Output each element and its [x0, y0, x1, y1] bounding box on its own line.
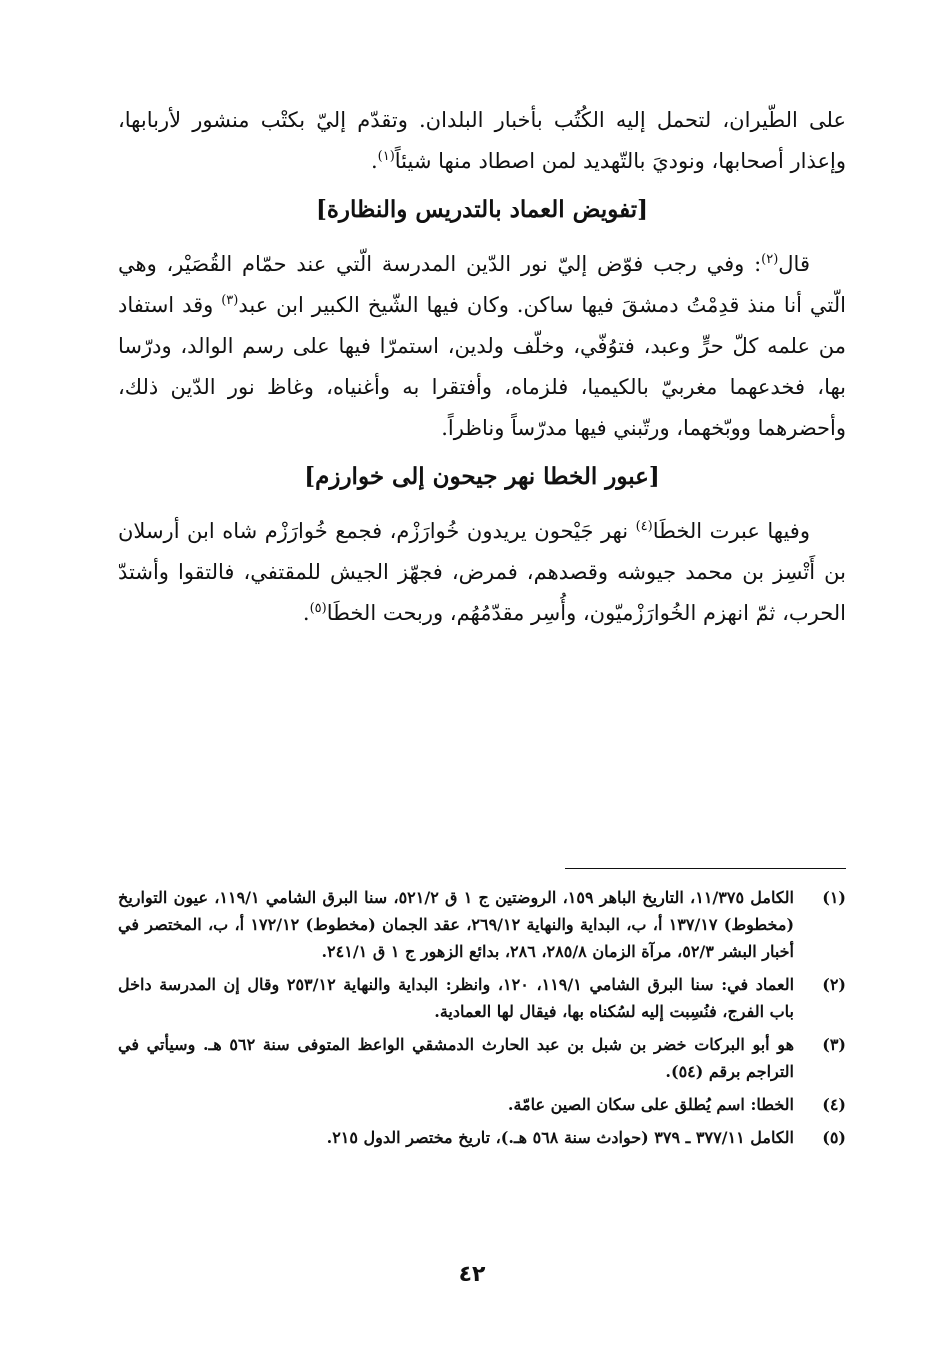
- footnote-text: هو أبو البركات خضر بن شبل بن عبد الحارث الدمشقي الواعظ المتوفى سنة ٥٦٢ هـ. وسيأتي في التراجم برقم (٥٤).: [118, 1035, 795, 1081]
- footnote-item: [118, 884, 846, 965]
- footnote-ref-3[interactable]: (٣): [221, 293, 239, 308]
- paragraph-3: وفيها عبرت الخطَا$^{(٤)}$ نهر جَيْحون يريدون خُوارَزْم، فجمع خُوارَزْم شاه ابن أرسلان بن أَتْسِز بن محمد جيوشه وقصدهم، فمرض، فجهّز الجيش للمقتفي، فالتقوا وأشتدّ الحرب، ثمّ انهزم الخُوارَزْميّون، وأُسِر مقدّمُهُم، وربحت الخطَا$^{(٥)}$.: [118, 519, 846, 625]
- footnote-number: (٤): [822, 1095, 846, 1114]
- footnote-number: (١): [822, 888, 846, 907]
- footnote-ref-1[interactable]: (١): [377, 149, 395, 164]
- footnote-ref-5[interactable]: (٥): [309, 601, 327, 616]
- footnotes: [118, 884, 846, 1157]
- footnote-ref-4[interactable]: (٤): [635, 519, 653, 534]
- section-heading-1: [تفويض العماد بالتدريس والنظارة]: [315, 196, 649, 223]
- footnote-item: [118, 1124, 846, 1151]
- main-text: [118, 100, 846, 634]
- page-number: ٤٢: [458, 1262, 486, 1287]
- footnote-text: الكامل ١١/٣٧٥، التاريخ الباهر ١٥٩، الروضتين ج ١ ق ٥٢١/٢، سنا البرق الشامي ١١٩/١، عيون التواريخ (مخطوط) ١٣٧/١٧ أ، ب، البداية والنهاية ٢٦٩/١٢، عقد الجمان (مخطوط) ١٧٢/١٢ أ، ب، المختصر في أخبار البشر ٥٢/٣، مرآة الزمان ٢٨٥/٨، ٢٨٦، بدائع الزهور ج ١ ق ٢٤١/١.: [118, 888, 795, 961]
- footnote-number: (٥): [822, 1128, 846, 1147]
- footnote-text: الخطا: اسم يُطلق على سكان الصين عامّة.: [507, 1095, 794, 1114]
- footnote-text: العماد في: سنا البرق الشامي ١١٩/١، ١٢٠، وانظر: البداية والنهاية ٢٥٣/١٢ وقال إن المدرسة داخل باب الفرج، فنُسِبت إليه لسُكناه بها، فيقال لها العمادية.: [118, 975, 795, 1021]
- section-heading-2: [عبور الخطا نهر جيحون إلى خوارزم]: [304, 463, 660, 490]
- footnote-item: [118, 971, 846, 1025]
- footnote-number: (٣): [822, 1035, 846, 1054]
- footnote-number: (٢): [822, 975, 846, 994]
- footnote-divider: [565, 868, 846, 869]
- paragraph-2: قال$^{(٢)}$: وفي رجب فوّض إليّ نور الدّين المدرسة الّتي عند حمّام القُصَيْر، وهي الّتي أنا منذ قدِمْتُ دمشقَ فيها ساكن. وكان فيها الشّيخ الكبير ابن عبد$^{(٣)}$ وقد استفاد من علمه كلّ حرٍّ وعبد، فتوُفّي، وخلّف ولدين، استمرّا فيها على رسم الوالد، ودرّسا بها، فخدعهما مغربيّ بالكيميا، فلزماه، وأفتقرا به وأغنياه، وغاظ نور الدّين ذلك، وأحضرهما ووبّخهما، ورتّبني فيها مدرّساً وناظراً.: [118, 252, 846, 440]
- footnote-item: [118, 1031, 846, 1085]
- footnote-ref-2[interactable]: (٢): [761, 252, 779, 267]
- footnote-text: الكامل ٣٧٧/١١ ـ ٣٧٩ (حوادث سنة ٥٦٨ هـ.)، تاريخ مختصر الدول ٢١٥.: [326, 1128, 794, 1147]
- footnote-item: [118, 1091, 846, 1118]
- paragraph-1: على الطّيران، لتحمل إليه الكُتُب بأخبار البلدان. وتقدّم إليّ بكتْب منشور لأربابها، وإعذار أصحابها، ونوديَ بالتّهديد لمن اصطاد منها شيئاً$^{(١)}$.: [118, 108, 846, 173]
